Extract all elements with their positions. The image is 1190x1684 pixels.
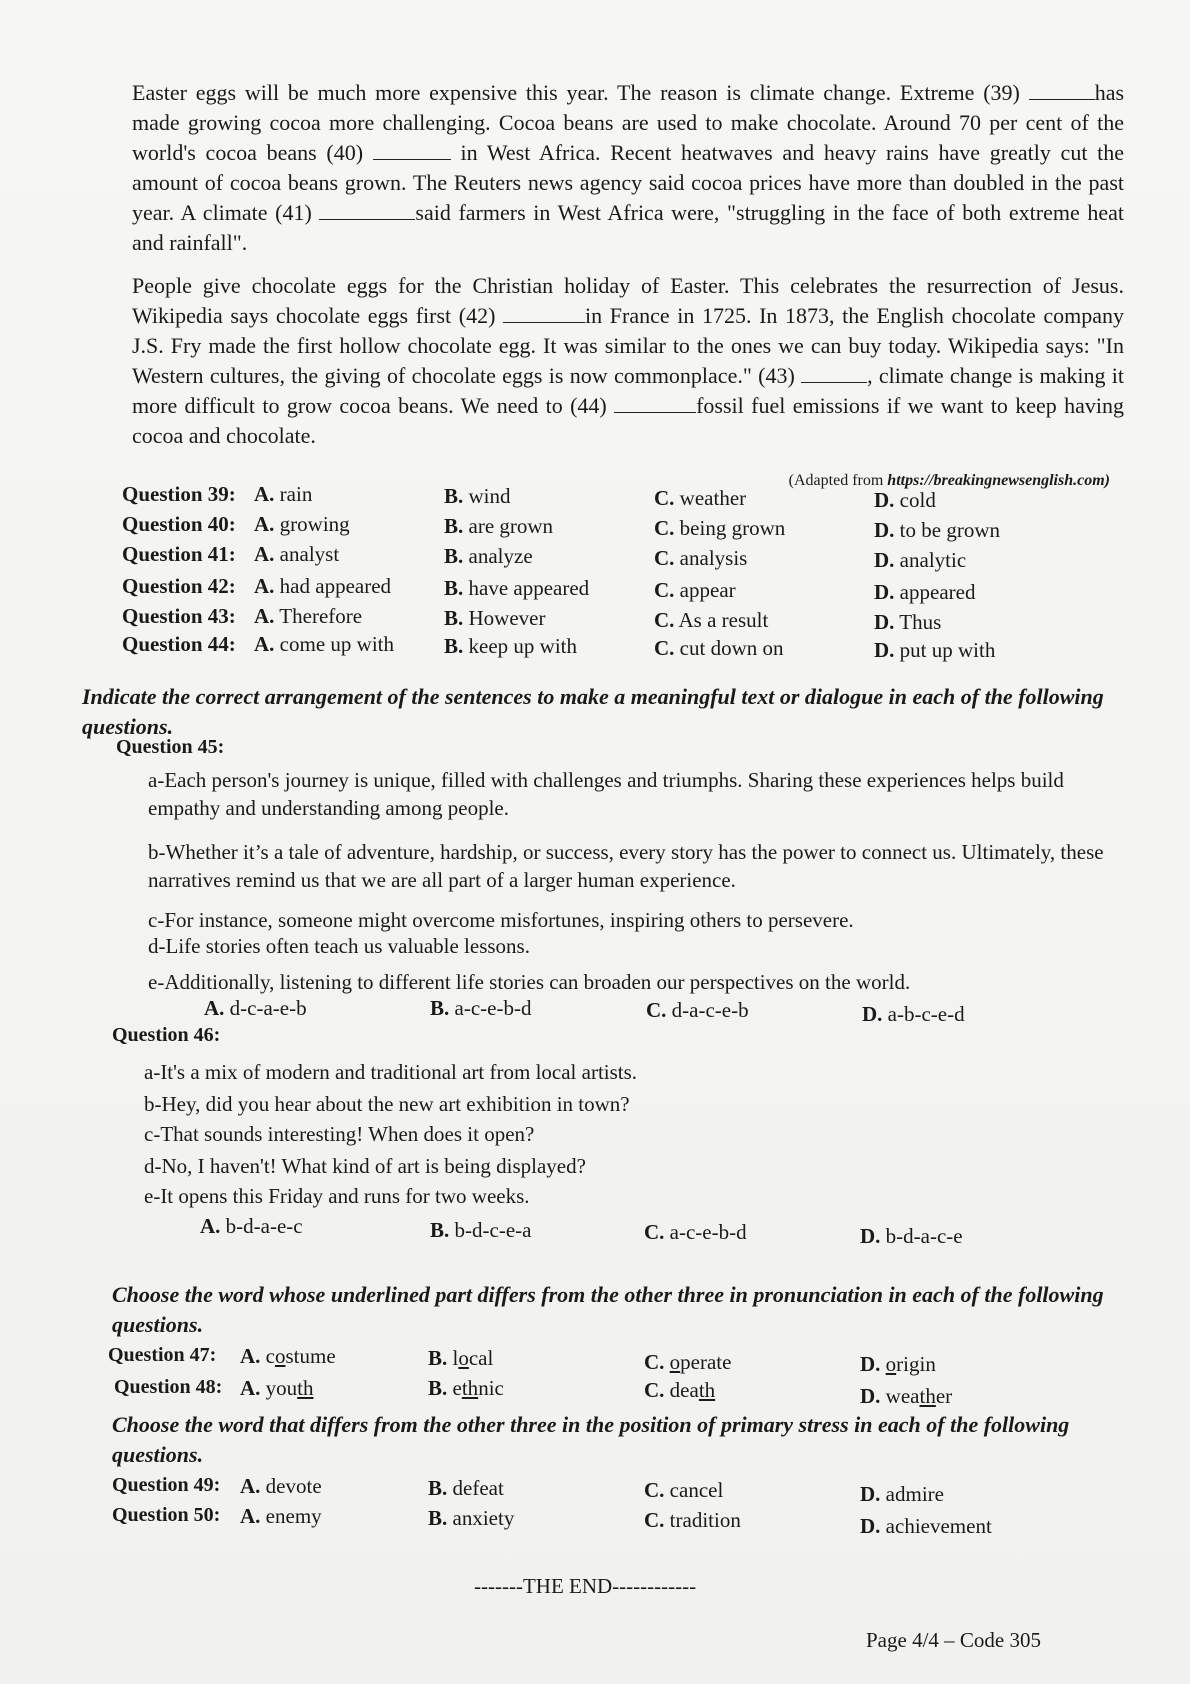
option-letter: D. [874,580,895,604]
option-text: appear [679,578,736,602]
q49-option-a[interactable] [240,1474,322,1499]
q45-item-d: d-Life stories often teach us valuable lessons. [148,934,530,958]
instruction-stress: Choose the word that differs from the other three in the position of primary stress in each of the following questions. [112,1412,1070,1467]
q45-item-c: c-For instance, someone might overcome misfortunes, inspiring others to persevere. [148,908,854,932]
passage-text: in West Africa. Recent heatwaves and heavy rains have greatly cut the amount of cocoa beans grown. The Reuters news agency said cocoa prices have more than doubled in the past year. A climate (41) [132,140,1125,225]
option-letter: B. [444,606,464,630]
passage-paragraph-1 [132,78,1124,258]
option-b[interactable] [444,514,553,539]
option-text: put up with [899,638,996,662]
q50-option-a[interactable] [240,1504,322,1529]
word-part: e [452,1376,462,1400]
option-text: being grown [679,516,786,540]
option-letter: A. [200,1214,221,1238]
q47-option-c[interactable] [644,1350,731,1375]
option-letter: D. [860,1514,881,1538]
option-text: However [468,606,546,630]
option-text: to be grown [899,518,1000,542]
word-part: stume [285,1344,336,1368]
option-letter: A. [240,1344,261,1368]
q48-option-a[interactable] [240,1376,314,1401]
option-letter: B. [444,634,464,658]
option-letter: B. [444,576,464,600]
option-b[interactable] [444,606,545,631]
q47-option-b[interactable] [428,1346,493,1371]
passage-text: fossil fuel emissions if we want to keep having cocoa and chocolate. [132,393,1124,448]
option-letter: C. [644,1478,665,1502]
blank-42 [503,304,585,323]
option-letter: A. [254,632,275,656]
option-letter: B. [430,996,450,1020]
q47-option-a[interactable] [240,1344,336,1369]
passage-text: said farmers in West Africa were, "struggling in the face of both extreme heat and rainfall". [132,200,1124,255]
question-50-label: Question 50: [112,1504,221,1526]
question-row [122,604,1122,634]
underlined-part: th [698,1378,716,1402]
option-d[interactable] [874,548,966,573]
option-d[interactable] [874,518,1000,543]
option-letter: C. [654,578,675,602]
q45-item-e: e-Additionally, listening to different life stories can broaden our perspectives on the world. [148,970,911,994]
word-part: l [452,1346,459,1370]
option-letter: D. [862,1002,883,1026]
option-letter: B. [444,484,464,508]
option-letter: A. [240,1474,261,1498]
option-d[interactable] [874,488,936,513]
q45-option-d[interactable] [862,1002,965,1027]
word-part: dea [669,1378,699,1402]
option-a[interactable] [254,482,312,507]
option-text: have appeared [468,576,590,600]
passage-text: in France in 1725. In 1873, the English chocolate company J.S. Fry made the first hollow chocolate egg. It was similar to the ones we can buy today. Wikipedia says: "In Western cultures, the giving of chocolate eggs is now commonplace." (43) [132,303,1125,388]
option-text: analysis [679,546,748,570]
option-text: anxiety [452,1506,515,1530]
option-letter: C. [646,998,667,1022]
option-letter: A. [254,482,275,506]
option-text: b-d-a-c-e [885,1224,963,1248]
option-letter: C. [654,636,675,660]
passage-text: , climate change is making it more difficult to grow cocoa beans. We need to (44) [132,363,1124,418]
passage-paragraph-2 [132,271,1124,451]
option-text: weather [679,486,747,510]
option-text: cancel [669,1478,724,1502]
option-letter: A. [254,542,275,566]
option-c[interactable] [654,516,785,541]
option-letter: D. [874,638,895,662]
q48-option-c[interactable] [644,1378,715,1403]
option-letter: D. [860,1384,881,1408]
question-row [122,512,1122,542]
option-b[interactable] [444,484,511,509]
option-letter: D. [860,1224,881,1248]
blank-44 [614,394,696,413]
the-end-marker: -------THE END------------ [474,1574,697,1598]
option-letter: C. [654,546,675,570]
option-text: b-d-a-e-c [225,1214,303,1238]
option-text: analyst [279,542,340,566]
option-text: d-c-a-e-b [229,996,307,1020]
blank-39 [1029,81,1095,100]
option-text: cut down on [679,636,784,660]
option-letter: D. [860,1482,881,1506]
q46-item-d: d-No, I haven't! What kind of art is being displayed? [144,1154,586,1178]
underlined-part: th [919,1384,936,1408]
option-text: appeared [899,580,976,604]
question-49-label: Question 49: [112,1474,221,1496]
question-label: Question 42: [122,574,236,598]
passage-text: Easter eggs will be much more expensive this year. The reason is climate change. Extreme (39) [132,80,1020,105]
q46-item-e: e-It opens this Friday and runs for two weeks. [144,1184,530,1208]
option-text: cold [899,488,936,512]
underlined-part: th [461,1376,479,1400]
q46-item-c: c-That sounds interesting! When does it open? [144,1122,535,1146]
option-a[interactable] [254,574,391,599]
q46-option-b[interactable] [430,1218,531,1243]
option-letter: D. [874,548,895,572]
option-b[interactable] [444,634,577,659]
option-letter: C. [644,1220,665,1244]
q45-option-b[interactable] [430,996,531,1021]
option-a[interactable] [254,542,339,567]
word-part: cal [468,1346,494,1370]
passage-text: People give chocolate eggs for the Christian holiday of Easter. This celebrates the resurrection of Jesus. Wikipedia says chocolate eggs first (42) [132,273,1124,328]
option-letter: B. [428,1506,448,1530]
q48-option-b[interactable] [428,1376,504,1401]
option-letter: B. [430,1218,450,1242]
option-text: achievement [885,1514,992,1538]
instruction-pronunciation: Choose the word whose underlined part differs from the other three in pronunciation in each of the following questions. [112,1282,1104,1337]
word-part: wea [885,1384,920,1408]
q50-option-c[interactable] [644,1508,741,1533]
option-text: Thus [899,610,942,634]
option-text: are grown [468,514,554,538]
option-c[interactable] [654,486,746,511]
option-a[interactable] [254,632,394,657]
option-letter: A. [254,574,275,598]
option-text: Therefore [279,604,363,628]
question-label: Question 41: [122,542,236,566]
option-c[interactable] [654,578,736,603]
underlined-part: o [669,1350,681,1374]
q46-option-c[interactable] [644,1220,747,1245]
option-letter: D. [874,518,895,542]
q45-item-a: a-Each person's journey is unique, filled with challenges and triumphs. Sharing these experiences helps build empathy and understanding among people. [148,768,1064,820]
option-letter: A. [204,996,225,1020]
word-part: perate [680,1350,732,1374]
option-letter: C. [654,608,675,632]
blank-43 [801,364,867,383]
option-text: had appeared [279,574,392,598]
option-b[interactable] [444,544,533,569]
option-c[interactable] [654,636,784,661]
option-letter: D. [860,1352,881,1376]
q49-option-d[interactable] [860,1482,944,1507]
option-text: a-c-e-b-d [669,1220,747,1244]
option-c[interactable] [654,546,747,571]
blank-41 [319,201,415,220]
passage-text: has made growing cocoa more challenging. Cocoa beans are used to make chocolate. Around 70 per cent of the world's cocoa beans (40) [132,80,1125,165]
question-row [122,574,1122,604]
option-text: a-b-c-e-d [887,1002,965,1026]
underlined-part: th [297,1376,314,1400]
q50-option-d[interactable] [860,1514,992,1539]
option-letter: B. [444,544,464,568]
option-text: keep up with [468,634,577,658]
option-letter: D. [874,488,895,512]
option-letter: C. [644,1378,665,1402]
option-text: admire [885,1482,944,1506]
question-label: Question 43: [122,604,236,628]
option-letter: B. [428,1346,448,1370]
q47-option-d[interactable] [860,1352,936,1377]
option-letter: B. [428,1476,448,1500]
option-text: devote [265,1474,322,1498]
option-text: analyze [468,544,533,568]
q49-option-b[interactable] [428,1476,504,1501]
option-letter: A. [240,1376,261,1400]
option-letter: A. [254,604,275,628]
question-row [122,482,1122,512]
question-row [122,542,1122,572]
underlined-part: o [458,1346,469,1370]
option-letter: C. [644,1350,665,1374]
question-label: Question 44: [122,632,236,656]
option-text: rain [279,482,313,506]
option-d[interactable] [874,580,975,605]
option-letter: C. [654,516,675,540]
q46-item-b: b-Hey, did you hear about the new art exhibition in town? [144,1092,630,1116]
word-part: er [935,1384,953,1408]
option-text: b-d-c-e-a [454,1218,532,1242]
option-a[interactable] [254,604,362,629]
blank-40 [373,141,451,160]
q45-item-b: b-Whether it’s a tale of adventure, hardship, or success, every story has the power to connect us. Ultimately, these narratives remind us that we are all part of a larger human experience. [148,840,1104,892]
option-text: enemy [265,1504,322,1528]
option-text: growing [279,512,350,536]
option-text: wind [468,484,511,508]
option-d[interactable] [874,638,995,663]
question-label: Question 39: [122,482,236,506]
source-url: https://breakingnewsenglish.com) [887,472,1110,489]
option-text: tradition [669,1508,741,1532]
question-46-label: Question 46: [112,1024,221,1046]
q49-option-c[interactable] [644,1478,723,1503]
option-text: a-c-e-b-d [454,996,532,1020]
option-letter: A. [254,512,275,536]
option-letter: A. [240,1504,261,1528]
q45-option-c[interactable] [646,998,749,1023]
word-part: rigin [896,1352,936,1376]
q48-option-d[interactable] [860,1384,952,1409]
question-47-label: Question 47: [108,1344,217,1366]
option-letter: C. [644,1508,665,1532]
word-part: c [265,1344,275,1368]
option-a[interactable] [254,512,350,537]
option-text: defeat [452,1476,504,1500]
q50-option-b[interactable] [428,1506,514,1531]
option-b[interactable] [444,576,589,601]
instruction-arrangement: Indicate the correct arrangement of the sentences to make a meaningful text or dialogue in each of the following questions. [82,684,1104,739]
option-text: analytic [899,548,967,572]
option-text: As a result [678,608,769,632]
source-prefix: (Adapted from [788,472,888,489]
q46-option-a[interactable] [200,1214,303,1239]
option-text: come up with [279,632,394,656]
option-c[interactable] [654,608,768,633]
underlined-part: o [275,1344,286,1368]
question-45-label: Question 45: [116,736,225,758]
question-48-label: Question 48: [114,1376,223,1398]
option-letter: C. [654,486,675,510]
q46-option-d[interactable] [860,1224,963,1249]
word-part: you [265,1376,298,1400]
question-label: Question 40: [122,512,236,536]
q45-option-a[interactable] [204,996,307,1021]
option-letter: B. [444,514,464,538]
question-row [122,632,1122,662]
option-letter: B. [428,1376,448,1400]
option-letter: D. [874,610,895,634]
option-text: d-a-c-e-b [671,998,749,1022]
underlined-part: o [885,1352,897,1376]
word-part: nic [478,1376,504,1400]
q46-item-a: a-It's a mix of modern and traditional art from local artists. [144,1060,638,1084]
page-number: Page 4/4 – Code 305 [866,1628,1041,1652]
